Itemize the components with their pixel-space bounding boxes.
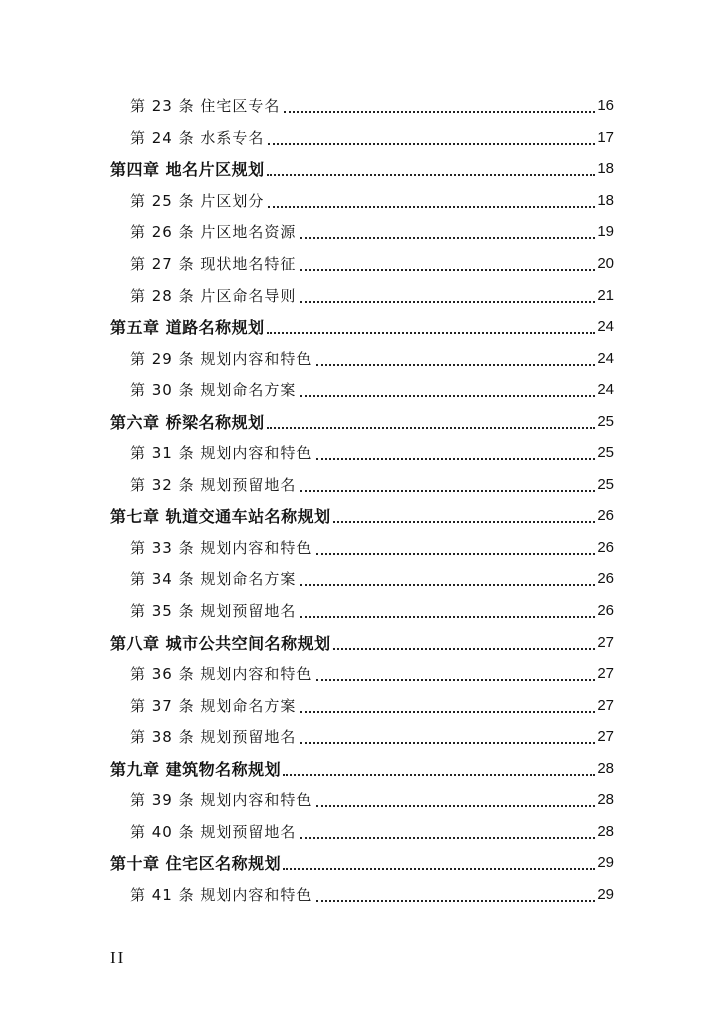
toc-entry-title: 第 24 条 水系专名 [130,128,265,147]
toc-entry-title: 第 40 条 规划预留地名 [130,822,297,841]
toc-entry-page-number: 25 [597,444,614,462]
toc-entry-page-number: 21 [597,286,614,304]
toc-article-entry[interactable] [0,595,724,627]
toc-entry-page-number: 18 [597,160,614,178]
dot-leader [316,804,595,807]
toc-entry-title: 第 28 条 片区命名导则 [130,286,297,305]
dot-leader [300,489,595,492]
toc-chapter-entry[interactable] [0,405,724,437]
dot-leader [300,268,595,271]
toc-entry-page-number: 25 [597,412,614,430]
toc-article-entry[interactable] [0,90,724,122]
toc-entry-title: 第七章 轨道交通车站名称规划 [110,507,331,527]
toc-entry-page-number: 27 [597,665,614,683]
toc-article-entry[interactable] [0,689,724,721]
toc-entry-page-number: 29 [597,854,614,872]
dot-leader [300,300,595,303]
toc-entry-page-number: 27 [597,696,614,714]
toc-article-entry[interactable] [0,374,724,406]
toc-entry-title: 第 29 条 规划内容和特色 [130,349,313,368]
toc-entry-page-number: 20 [597,255,614,272]
dot-leader [316,899,595,902]
toc-entry-title: 第八章 城市公共空间名称规划 [110,633,331,653]
dot-leader [284,110,595,113]
toc-entry-title: 第 25 条 片区划分 [130,191,265,210]
toc-entry-page-number: 24 [597,318,614,336]
toc-chapter-entry[interactable] [0,500,724,532]
toc-entry-page-number: 28 [597,822,614,840]
toc-entry-page-number: 16 [597,97,614,115]
toc-entry-title: 第六章 桥梁名称规划 [110,412,265,432]
dot-leader [333,647,596,650]
page-number-footer: II [110,948,126,967]
toc-entry-title: 第 32 条 规划预留地名 [130,475,297,494]
toc-entry-page-number: 26 [597,507,614,525]
toc-entry-page-number: 27 [597,728,614,746]
toc-entry-page-number: 19 [597,223,614,241]
toc-chapter-entry[interactable] [0,153,724,185]
toc-article-entry[interactable] [0,437,724,469]
toc-article-entry[interactable] [0,185,724,217]
toc-entry-title: 第 30 条 规划命名方案 [130,381,297,400]
toc-article-entry[interactable] [0,248,724,280]
toc-entry-title: 第 33 条 规划内容和特色 [130,538,313,557]
toc-entry-title: 第 27 条 现状地名特征 [130,255,297,273]
toc-entry-title: 第十章 住宅区名称规划 [110,854,282,874]
dot-leader [333,520,596,523]
toc-entry-page-number: 26 [597,570,614,588]
toc-entry-title: 第 37 条 规划命名方案 [130,696,297,715]
toc-article-entry[interactable] [0,122,724,154]
toc-entry-title: 第九章 建筑物名称规划 [110,759,282,779]
dot-leader [300,394,595,397]
dot-leader [316,457,595,460]
toc-article-entry[interactable] [0,816,724,848]
toc-entry-title: 第 23 条 住宅区专名 [130,97,281,116]
toc-article-entry[interactable] [0,879,724,911]
toc-article-entry[interactable] [0,532,724,564]
toc-entry-title: 第 26 条 片区地名资源 [130,223,297,242]
dot-leader [300,836,595,839]
toc-chapter-entry[interactable] [0,311,724,343]
toc-chapter-entry[interactable] [0,847,724,879]
toc-entry-title: 第 31 条 规划内容和特色 [130,444,313,463]
toc-entry-title: 第五章 道路名称规划 [110,318,265,338]
toc-entry-page-number: 28 [597,759,614,777]
toc-article-entry[interactable] [0,658,724,690]
dot-leader [316,678,595,681]
toc-entry-title: 第 38 条 规划预留地名 [130,728,297,747]
dot-leader [267,173,596,176]
toc-article-entry[interactable] [0,784,724,816]
dot-leader [316,363,595,366]
toc-entry-title: 第 41 条 规划内容和特色 [130,885,313,904]
toc-article-entry[interactable] [0,279,724,311]
toc-entry-page-number: 24 [597,381,614,399]
toc-entry-page-number: 26 [597,602,614,620]
toc-entry-page-number: 25 [597,475,614,493]
toc-chapter-entry[interactable] [0,752,724,784]
toc-article-entry[interactable] [0,342,724,374]
toc-article-entry[interactable] [0,563,724,595]
dot-leader [300,615,595,618]
toc-entry-title: 第四章 地名片区规划 [110,160,265,180]
toc-entry-title: 第 34 条 规划命名方案 [130,570,297,589]
dot-leader [268,142,595,145]
table-of-contents [0,90,724,910]
toc-article-entry[interactable] [0,721,724,753]
dot-leader [300,583,595,586]
dot-leader [283,773,595,776]
dot-leader [300,710,595,713]
toc-chapter-entry[interactable] [0,626,724,658]
toc-entry-title: 第 36 条 规划内容和特色 [130,665,313,684]
dot-leader [268,205,595,208]
toc-entry-page-number: 18 [597,191,614,209]
toc-entry-title: 第 35 条 规划预留地名 [130,602,297,621]
toc-article-entry[interactable] [0,469,724,501]
toc-entry-page-number: 26 [597,538,614,556]
dot-leader [300,236,595,239]
dot-leader [267,331,596,334]
dot-leader [283,867,595,870]
toc-entry-page-number: 28 [597,791,614,809]
toc-entry-page-number: 24 [597,349,614,367]
toc-entry-page-number: 27 [597,633,614,651]
dot-leader [267,426,596,429]
dot-leader [316,552,595,555]
toc-article-entry[interactable] [0,216,724,248]
toc-entry-page-number: 29 [597,885,614,903]
dot-leader [300,741,595,744]
toc-entry-title: 第 39 条 规划内容和特色 [130,791,313,810]
toc-entry-page-number: 17 [597,128,614,146]
